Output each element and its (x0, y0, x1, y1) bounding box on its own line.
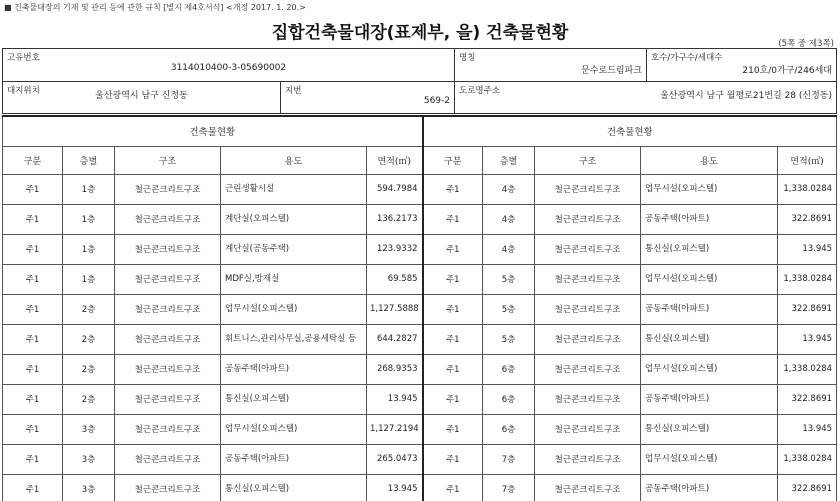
cell-use: 업무시설(오피스텔) (641, 444, 778, 474)
cell-structure: 철근콘크리트구조 (535, 204, 641, 234)
road-value: 울산광역시 남구 월평로21번길 28 (신정동) (660, 91, 832, 101)
col-header-type: 구분 (3, 146, 63, 174)
col-header-type: 구분 (423, 146, 483, 174)
cell-area: 13.945 (778, 234, 837, 264)
cell-structure: 철근콘크리트구조 (535, 444, 641, 474)
cell-use: 업무시설(오피스텔) (221, 414, 367, 444)
cell-area: 322.8691 (778, 384, 837, 414)
cell-type: 주1 (423, 474, 483, 501)
cell-area: 1,338.0284 (778, 354, 837, 384)
cell-type: 주1 (423, 414, 483, 444)
info-table-row1 (2, 48, 837, 82)
cell-area: 265.0473 (367, 444, 423, 474)
col-header-structure: 구조 (535, 146, 641, 174)
cell-type: 주1 (3, 414, 63, 444)
table-row (3, 414, 837, 444)
cell-use: MDF실,방재실 (221, 264, 367, 294)
cell-use: 공동주택(아파트) (641, 384, 778, 414)
cell-area: 322.8691 (778, 204, 837, 234)
table-row (3, 174, 837, 204)
cell-area: 322.8691 (778, 474, 837, 501)
table-row (3, 324, 837, 354)
legal-basis: ■ 건축물대장의 기재 및 관리 등에 관한 규칙 [별지 제4호서식] <개정 2017. 1. 20.> (4, 3, 306, 12)
cell-floor: 3층 (63, 474, 115, 501)
cell-use: 계단실(공동주택) (221, 234, 367, 264)
cell-floor: 2층 (63, 354, 115, 384)
cell-floor: 1층 (63, 204, 115, 234)
cell-type: 주1 (3, 264, 63, 294)
cell-floor: 2층 (63, 294, 115, 324)
cell-structure: 철근콘크리트구조 (535, 384, 641, 414)
cell-use: 계단실(오피스텔) (221, 204, 367, 234)
cell-floor: 4층 (483, 204, 535, 234)
building-status-table (2, 115, 837, 501)
col-header-area: 면적(㎡) (367, 146, 423, 174)
cell-use: 통신실(오피스텔) (641, 414, 778, 444)
cell-type: 주1 (423, 384, 483, 414)
cell-area: 13.945 (367, 384, 423, 414)
cell-floor: 3층 (63, 444, 115, 474)
table-row (3, 234, 837, 264)
cell-type: 주1 (423, 174, 483, 204)
cell-area: 13.945 (778, 414, 837, 444)
cell-area: 69.585 (367, 264, 423, 294)
cell-structure: 철근콘크리트구조 (115, 384, 221, 414)
cell-structure: 철근콘크리트구조 (115, 324, 221, 354)
cell-structure: 철근콘크리트구조 (535, 294, 641, 324)
cell-use: 공동주택(아파트) (641, 204, 778, 234)
site-label: 대지위치 (7, 86, 40, 96)
site-cell (3, 82, 281, 114)
cell-use: 공동주택(아파트) (641, 474, 778, 501)
cell-structure: 철근콘크리트구조 (535, 324, 641, 354)
table-row (3, 204, 837, 234)
cell-structure: 철근콘크리트구조 (115, 204, 221, 234)
cell-floor: 1층 (63, 264, 115, 294)
cell-use: 휘트니스,관리사무실,공용세탁실 등 (221, 324, 367, 354)
cell-area: 123.9332 (367, 234, 423, 264)
cell-type: 주1 (3, 174, 63, 204)
cell-floor: 2층 (63, 384, 115, 414)
table-row (3, 354, 837, 384)
cell-structure: 철근콘크리트구조 (115, 234, 221, 264)
cell-floor: 2층 (63, 324, 115, 354)
cell-area: 322.8691 (778, 294, 837, 324)
cell-floor: 1층 (63, 174, 115, 204)
cell-floor: 7층 (483, 444, 535, 474)
cell-use: 통신실(오피스텔) (641, 324, 778, 354)
cell-floor: 3층 (63, 414, 115, 444)
cell-type: 주1 (3, 294, 63, 324)
cell-use: 통신실(오피스텔) (221, 474, 367, 501)
cell-use: 통신실(오피스텔) (641, 234, 778, 264)
cell-floor: 6층 (483, 384, 535, 414)
col-header-floor: 층별 (483, 146, 535, 174)
cell-type: 주1 (3, 384, 63, 414)
unique-no-value: 3114010400-3-05690002 (170, 63, 287, 73)
cell-type: 주1 (423, 204, 483, 234)
unique-no-label: 고유번호 (7, 53, 40, 63)
cell-structure: 철근콘크리트구조 (115, 354, 221, 384)
cell-use: 업무시설(오피스텔) (221, 294, 367, 324)
lot-label: 지번 (285, 86, 302, 96)
cell-type: 주1 (3, 324, 63, 354)
cell-floor: 6층 (483, 414, 535, 444)
page-title: 집합건축물대장(표제부, 을) 건축물현황 (271, 23, 569, 43)
section-title-left: 건축물현황 (3, 116, 423, 146)
cell-structure: 철근콘크리트구조 (115, 414, 221, 444)
cell-floor: 5층 (483, 324, 535, 354)
cell-structure: 철근콘크리트구조 (535, 174, 641, 204)
cell-type: 주1 (423, 324, 483, 354)
cell-area: 1,127.5888 (367, 294, 423, 324)
cell-structure: 철근콘크리트구조 (535, 474, 641, 501)
name-value: 문수로드림파크 (581, 66, 642, 76)
cell-floor: 1층 (63, 234, 115, 264)
cell-use: 업무시설(오피스텔) (641, 174, 778, 204)
cell-structure: 철근콘크리트구조 (115, 444, 221, 474)
road-cell (455, 82, 837, 114)
cell-use: 공동주택(아파트) (221, 444, 367, 474)
lot-value: 569-2 (423, 96, 450, 106)
cell-use: 공동주택(아파트) (641, 294, 778, 324)
cell-area: 268.9353 (367, 354, 423, 384)
table-row (3, 264, 837, 294)
road-label: 도로명주소 (459, 86, 501, 96)
unique-no-cell (3, 49, 455, 82)
cell-structure: 철근콘크리트구조 (535, 354, 641, 384)
cell-use: 근린생활시설 (221, 174, 367, 204)
cell-type: 주1 (423, 294, 483, 324)
cell-structure: 철근콘크리트구조 (535, 414, 641, 444)
cell-area: 644.2827 (367, 324, 423, 354)
cell-floor: 5층 (483, 264, 535, 294)
cell-area: 13.945 (367, 474, 423, 501)
cell-area: 1,338.0284 (778, 264, 837, 294)
cell-type: 주1 (3, 474, 63, 501)
cell-area: 594.7984 (367, 174, 423, 204)
info-table-row2 (2, 81, 837, 114)
col-header-floor: 층별 (63, 146, 115, 174)
cell-area: 13.945 (778, 324, 837, 354)
name-cell (455, 49, 647, 82)
cell-structure: 철근콘크리트구조 (535, 264, 641, 294)
cell-structure: 철근콘크리트구조 (535, 234, 641, 264)
cell-type: 주1 (3, 204, 63, 234)
table-row (3, 294, 837, 324)
units-cell (647, 49, 837, 82)
cell-use: 업무시설(오피스텔) (641, 354, 778, 384)
cell-structure: 철근콘크리트구조 (115, 174, 221, 204)
lot-cell (281, 82, 455, 114)
col-header-area: 면적(㎡) (778, 146, 837, 174)
cell-area: 1,127.2194 (367, 414, 423, 444)
cell-structure: 철근콘크리트구조 (115, 264, 221, 294)
cell-floor: 4층 (483, 234, 535, 264)
table-row (3, 474, 837, 501)
cell-floor: 7층 (483, 474, 535, 501)
cell-type: 주1 (423, 444, 483, 474)
cell-type: 주1 (3, 234, 63, 264)
cell-floor: 4층 (483, 174, 535, 204)
cell-type: 주1 (3, 354, 63, 384)
site-value: 울산광역시 남구 신정동 (95, 91, 188, 101)
table-row (3, 444, 837, 474)
cell-type: 주1 (423, 264, 483, 294)
col-header-structure: 구조 (115, 146, 221, 174)
cell-floor: 5층 (483, 294, 535, 324)
name-label: 명칭 (459, 53, 476, 63)
cell-use: 업무시설(오피스텔) (641, 264, 778, 294)
cell-floor: 6층 (483, 354, 535, 384)
cell-type: 주1 (423, 354, 483, 384)
cell-type: 주1 (3, 444, 63, 474)
col-header-use: 용도 (221, 146, 367, 174)
cell-use: 공동주택(아파트) (221, 354, 367, 384)
cell-structure: 철근콘크리트구조 (115, 294, 221, 324)
col-header-use: 용도 (641, 146, 778, 174)
cell-use: 통신실(오피스텔) (221, 384, 367, 414)
table-row (3, 384, 837, 414)
cell-structure: 철근콘크리트구조 (115, 474, 221, 501)
cell-area: 1,338.0284 (778, 444, 837, 474)
cell-area: 1,338.0284 (778, 174, 837, 204)
page-info: (5쪽 중 제3쪽) (778, 39, 834, 49)
cell-area: 136.2173 (367, 204, 423, 234)
cell-type: 주1 (423, 234, 483, 264)
units-value: 210호/0가구/246세대 (742, 66, 832, 76)
section-title-right: 건축물현황 (423, 116, 837, 146)
units-label: 호수/가구수/세대수 (651, 53, 723, 63)
